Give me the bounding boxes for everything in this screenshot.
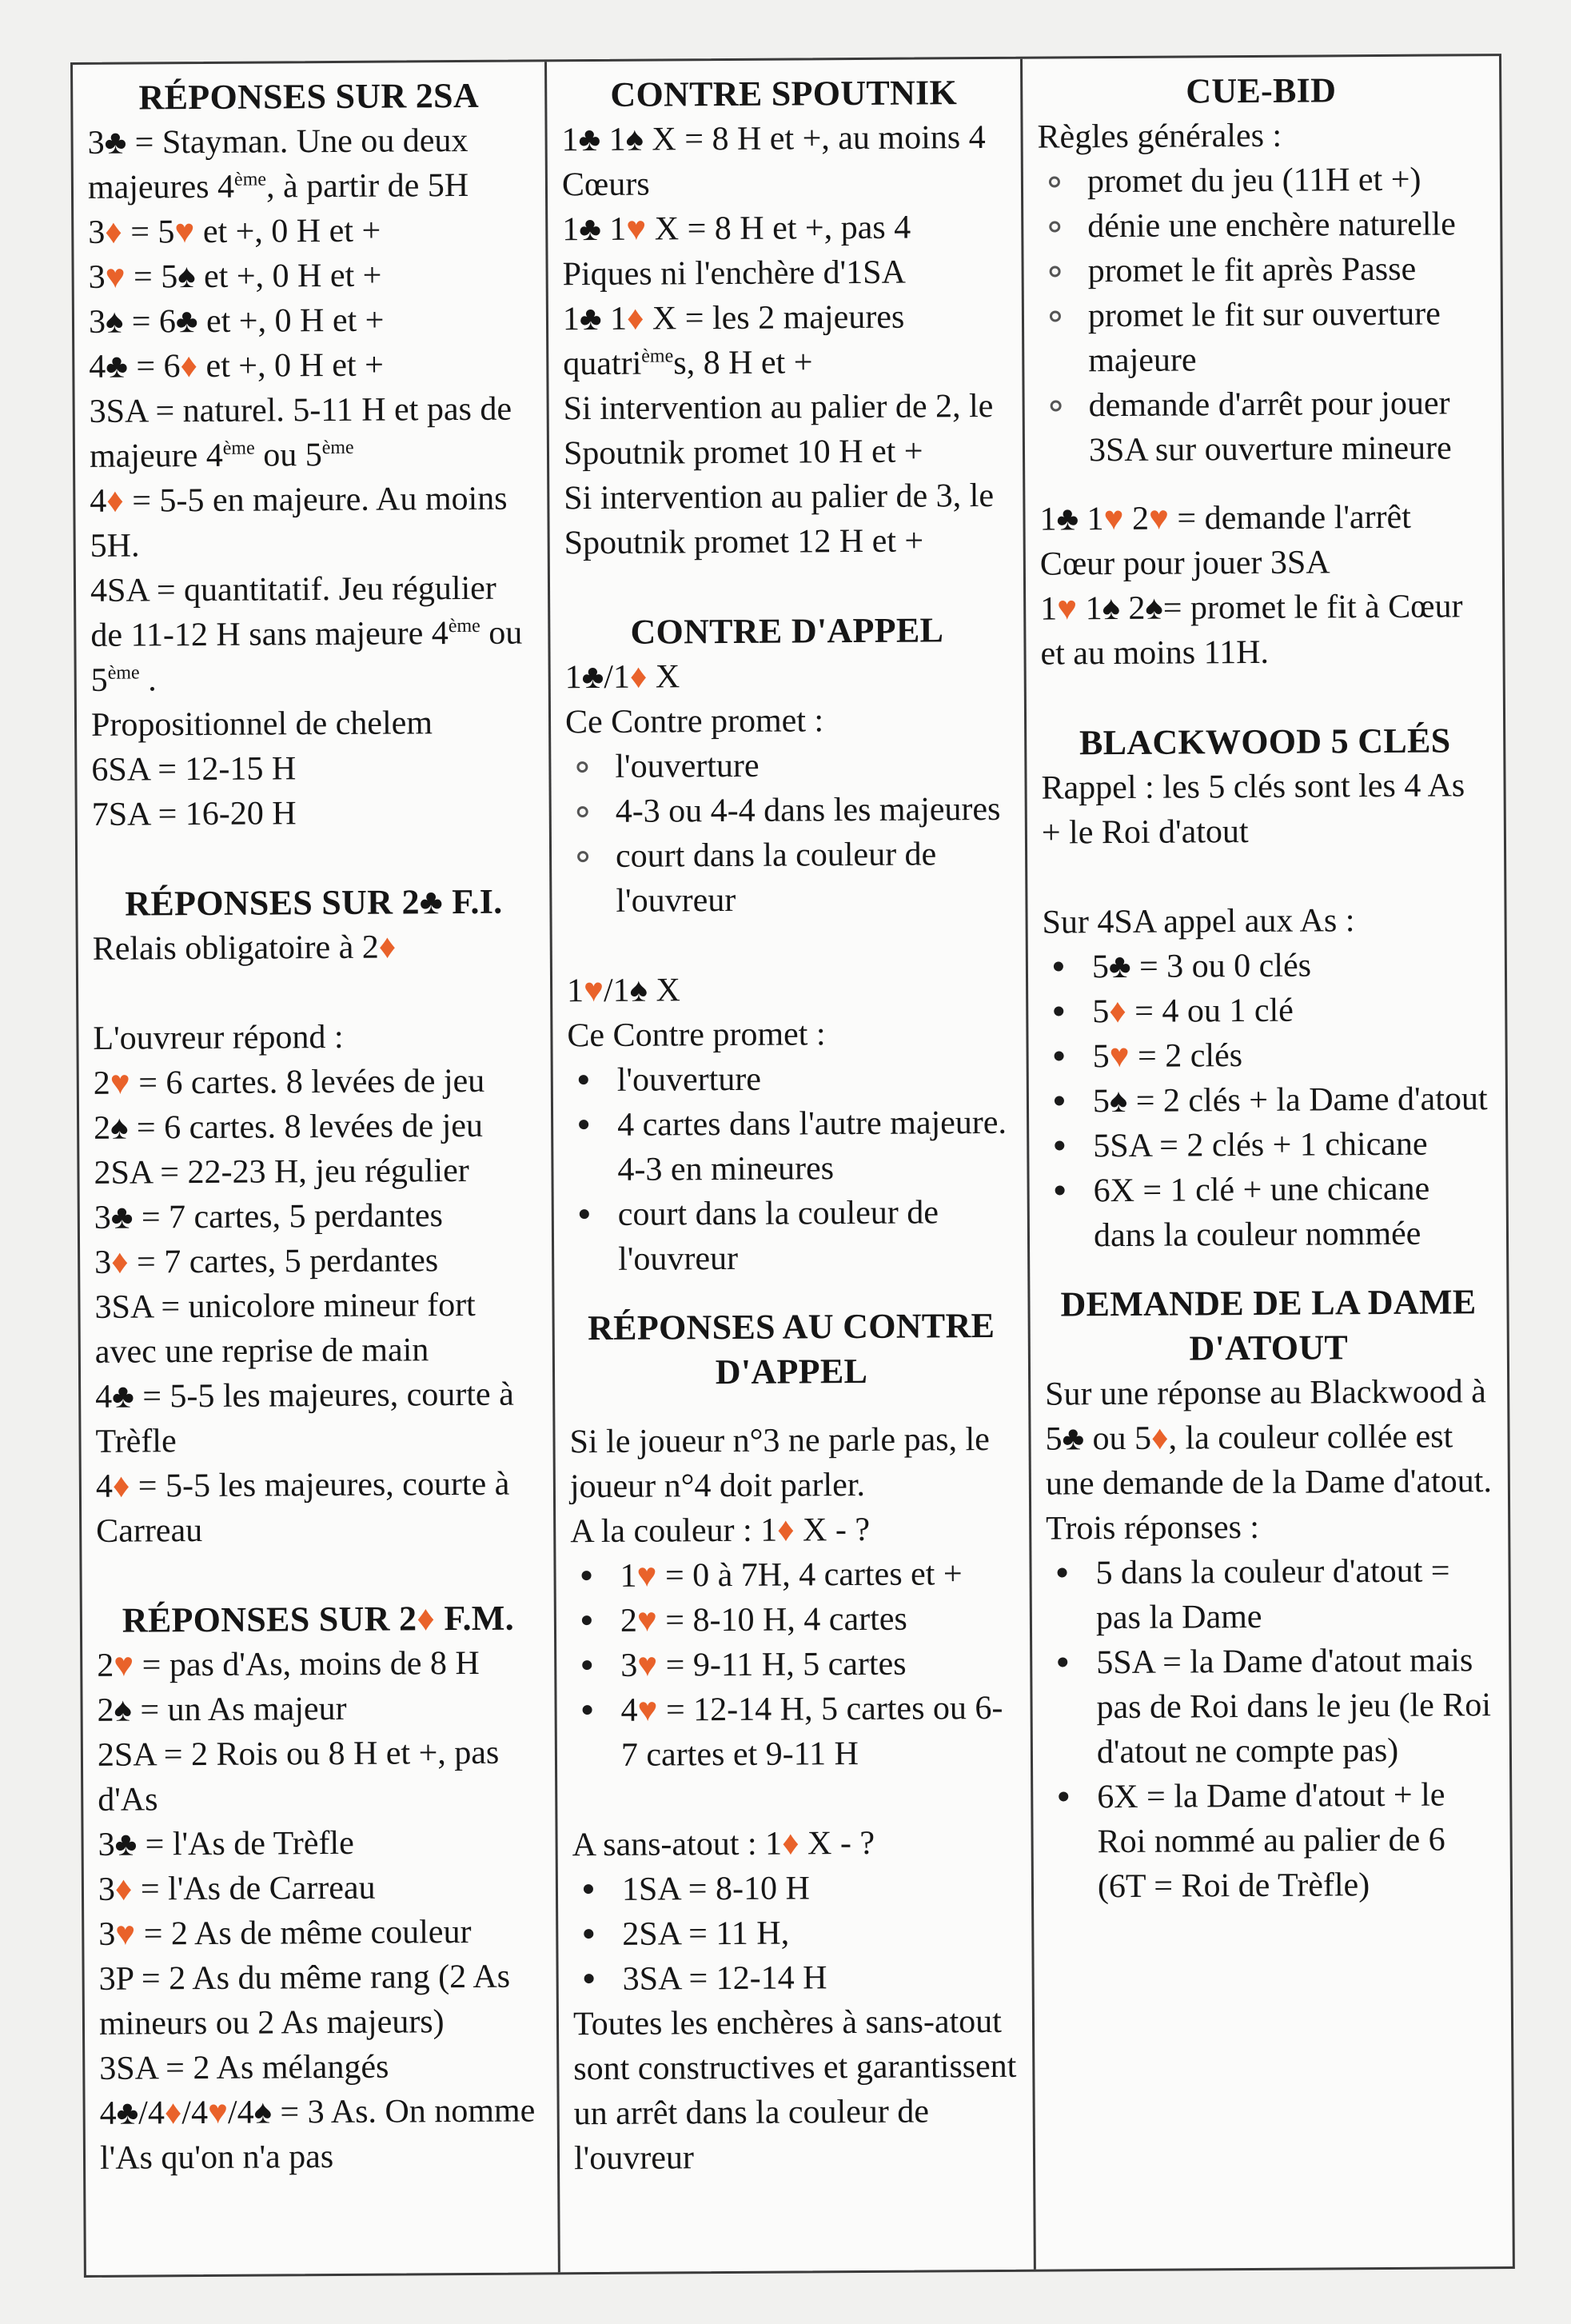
heart-icon: ♥	[637, 1691, 658, 1729]
heart-icon: ♥	[114, 1647, 134, 1684]
text-line: 2SA = 22-23 H, jeu régulier	[94, 1152, 469, 1192]
list-item: 5♥ = 2 clés	[1043, 1032, 1490, 1079]
list-item: l'ouverture	[565, 742, 1010, 789]
list	[568, 1056, 1014, 1282]
spade-icon: ♠	[114, 1691, 133, 1729]
heart-icon: ♥	[1057, 590, 1078, 628]
text-line: 4SA = quantitatif. Jeu régulier de 11-12 H sans majeure 4ème ou 5ème .	[90, 569, 523, 699]
diamond-icon: ♦	[781, 1825, 799, 1863]
club-icon: ♣	[579, 210, 601, 249]
text-line: Ce Contre promet :	[564, 702, 824, 741]
text-line: 6SA = 12-15 H	[91, 750, 297, 789]
diamond-icon: ♦	[629, 658, 648, 696]
list-item: 5SA = la Dame d'atout mais pas de Roi dans le jeu (le Roi d'atout ne compte pas)	[1047, 1638, 1495, 1775]
list-item: 3SA = 12-14 H	[572, 1955, 1017, 2002]
column-responses	[73, 62, 560, 2275]
text-line: 3SA = 2 As mélangés	[99, 2048, 389, 2087]
list-item: promet le fit après Passe	[1038, 246, 1485, 293]
text-line: A sans-atout : 1♦ X - ?	[572, 1824, 875, 1864]
text-line: 1♣ 1♥ 2♥ = demande l'arrêt Cœur pour jouer 3SA	[1039, 498, 1412, 583]
club-icon: ♣	[581, 658, 604, 697]
club-icon: ♣	[1062, 1420, 1085, 1458]
club-icon: ♣	[1056, 501, 1079, 538]
heart-icon: ♥	[207, 2094, 229, 2131]
heart-icon: ♥	[105, 258, 126, 296]
list	[1046, 1548, 1496, 1909]
list	[572, 1865, 1018, 2002]
text-line: L'ouvreur répond :	[93, 1018, 344, 1057]
diamond-icon: ♦	[1109, 992, 1126, 1031]
heart-icon: ♥	[637, 1647, 658, 1684]
list-item: 4♥ = 12-14 H, 5 cartes ou 6-7 cartes et 9-11 H	[571, 1686, 1016, 1778]
text-line: 2♥ = pas d'As, moins de 8 H	[97, 1644, 480, 1684]
text-line: Si intervention au palier de 3, le Spoutnik promet 12 H et +	[564, 477, 995, 562]
list-item: demande d'arrêt pour jouer 3SA sur ouverture mineure	[1039, 381, 1487, 473]
heading-reponses-2d: RÉPONSES SUR 2♦ F.M.	[122, 1598, 515, 1640]
text-line: 1♣ 1♦ X = les 2 majeures quatri$^{ème}$s, 8 H et +	[562, 298, 905, 383]
list-item: 5♦ = 4 ou 1 clé	[1043, 987, 1490, 1034]
text-line: 3♦ = 5♥ et +, 0 H et +	[88, 212, 381, 251]
diamond-icon: ♦	[1150, 1420, 1169, 1457]
list-item: 5 dans la couleur d'atout = pas la Dame	[1046, 1548, 1494, 1640]
list-item: 4 cartes dans l'autre majeure. 4-3 en mineures	[568, 1100, 1013, 1192]
text-line: 4♣ = 6♦ et +, 0 H et +	[89, 346, 384, 385]
heart-icon: ♥	[636, 1602, 657, 1639]
list-item: promet du jeu (11H et +)	[1038, 157, 1485, 204]
heading-blackwood: BLACKWOOD 5 CLÉS	[1079, 721, 1451, 763]
list	[570, 1551, 1016, 1778]
heading-cue-bid: CUE-BID	[1186, 70, 1337, 111]
club-icon: ♣	[579, 300, 602, 338]
heart-icon: ♥	[110, 1064, 130, 1102]
text-line: 4♦ = 5-5 en majeure. Au moins 5H.	[90, 480, 508, 565]
text-line: Rappel : les 5 clés sont les 4 As + le Roi d'atout	[1041, 767, 1465, 852]
text-line: 4♣ = 5-5 les majeures, courte à Trèfle	[95, 1376, 514, 1460]
club-icon: ♣	[110, 1199, 134, 1236]
text-line: Règles générales :	[1037, 117, 1282, 156]
diamond-icon: ♦	[777, 1511, 795, 1549]
text-line: 3SA = naturel. 5-11 H et pas de majeure 4ème ou 5ème	[89, 390, 512, 475]
diamond-icon: ♦	[114, 1871, 133, 1908]
diamond-icon: ♦	[106, 482, 124, 520]
list-item: 5♣ = 3 ou 0 clés	[1043, 942, 1490, 989]
spade-icon: ♠	[629, 972, 648, 1009]
list-item: 5SA = 2 clés + 1 chicane	[1043, 1121, 1491, 1168]
list-item: 2SA = 11 H,	[572, 1910, 1017, 1957]
heart-icon: ♥	[1148, 500, 1170, 537]
diamond-icon: ♦	[164, 2094, 182, 2132]
heading-reponses-2sa: RÉPONSES SUR 2SA	[138, 75, 480, 118]
text-line: 3♣ = Stayman. Une ou deux majeures 4ème, à partir de 5H	[87, 122, 469, 206]
text-line: Relais obligatoire à 2♦	[92, 928, 397, 968]
column-contres	[547, 59, 1036, 2273]
text-line: Si le joueur n°3 ne parle pas, le joueur n°4 doit parler.	[569, 1421, 990, 1506]
text-line: 4♦ = 5-5 les majeures, courte à Carreau	[95, 1465, 510, 1550]
list-item: 1♥ = 0 à 7H, 4 cartes et +	[570, 1551, 1015, 1599]
list-item: 3♥ = 9-11 H, 5 cartes	[571, 1641, 1015, 1688]
diamond-icon: ♦	[180, 348, 198, 385]
heading-reponses-2c: RÉPONSES SUR 2♣ F.I.	[125, 881, 503, 924]
text-line: Toutes les enchères à sans-atout sont constructives et garantissent un arrêt dans la couleur de l'ouvreur	[572, 2003, 1017, 2178]
club-icon: ♣	[106, 348, 129, 385]
club-icon: ♣	[112, 1378, 134, 1416]
heart-icon: ♥	[1103, 500, 1124, 538]
text-line: 3♠ = 6♣ et +, 0 H et +	[88, 301, 385, 341]
heart-icon: ♥	[583, 972, 604, 1010]
text-line: 3♦ = 7 cartes, 5 perdantes	[94, 1242, 439, 1281]
diamond-icon: ♦	[111, 1244, 129, 1281]
text-line: Sur une réponse au Blackwood à 5♣ ou 5♦, la couleur collée est une demande de la Dame d'atout.	[1045, 1373, 1493, 1503]
list	[1043, 942, 1492, 1258]
diamond-icon: ♦	[378, 928, 397, 966]
heading-contre-appel: CONTRE D'APPEL	[630, 610, 944, 652]
text-line: 3P = 2 As du même rang (2 As mineurs ou 2 As majeurs)	[98, 1958, 511, 2042]
list-item: 2♥ = 8-10 H, 4 cartes	[571, 1596, 1015, 1643]
bidding-cheat-sheet	[70, 54, 1515, 2278]
list-item: court dans la couleur de l'ouvreur	[566, 832, 1011, 924]
text-line: 3♥ = 5♠ et +, 0 H et +	[88, 257, 382, 296]
text-line: 3♣ = 7 cartes, 5 perdantes	[94, 1197, 444, 1236]
diamond-icon: ♦	[105, 214, 122, 251]
heading-reponses-contre-appel: RÉPONSES AU CONTRE D'APPEL	[587, 1305, 995, 1392]
text-line: 1♣/1♦ X	[564, 658, 680, 697]
spade-icon: ♠	[1102, 589, 1121, 628]
text-line: Si intervention au palier de 2, le Spoutnik promet 10 H et +	[563, 387, 994, 473]
text-line: Propositionnel de chelem	[90, 705, 433, 744]
text-line: 3SA = unicolore mineur fort avec une reprise de main	[94, 1286, 476, 1371]
text-line: 4♣/4♦/4♥/4♠ = 3 As. On nomme l'As qu'on n'a pas	[99, 2092, 536, 2177]
text-line: 2SA = 2 Rois ou 8 H et +, pas d'As	[97, 1734, 500, 1819]
text-line: 7SA = 16-20 H	[91, 795, 297, 833]
list-item: 6X = la Dame d'atout + le Roi nommé au palier de 6 (6T = Roi de Trèfle)	[1047, 1772, 1496, 1909]
spade-icon: ♠	[253, 2094, 273, 2131]
text-line: 1♥ 1♠ 2♠= promet le fit à Cœur et au moins 11H.	[1040, 588, 1463, 673]
spade-icon: ♠	[1145, 589, 1163, 627]
heart-icon: ♥	[1109, 1037, 1130, 1076]
heart-icon: ♥	[626, 210, 647, 248]
club-icon: ♣	[175, 303, 198, 341]
text-line: A la couleur : 1♦ X - ?	[570, 1511, 871, 1551]
spade-icon: ♠	[105, 303, 124, 341]
text-line: 3♥ = 2 As de même couleur	[98, 1913, 472, 1953]
list-item: dénie une enchère naturelle	[1038, 202, 1485, 249]
list	[1038, 157, 1487, 473]
spade-icon: ♠	[625, 121, 644, 158]
club-icon: ♣	[419, 882, 444, 922]
text-line: 3♣ = l'As de Trèfle	[98, 1824, 354, 1863]
text-line: 2♠ = 6 cartes. 8 levées de jeu	[94, 1107, 484, 1147]
text-line: Trois réponses :	[1046, 1508, 1260, 1547]
text-line: Sur 4SA appel aux As :	[1042, 902, 1355, 941]
spade-icon: ♠	[110, 1109, 129, 1147]
club-icon: ♣	[116, 2094, 139, 2132]
text-line: 2♥ = 6 cartes. 8 levées de jeu	[93, 1062, 485, 1102]
diamond-icon: ♦	[112, 1467, 130, 1505]
list-item: 5♠ = 2 clés + la Dame d'atout	[1043, 1076, 1491, 1124]
heart-icon: ♥	[174, 214, 195, 251]
text-line: 1♥/1♠ X	[566, 972, 681, 1010]
column-cuebid-blackwood	[1023, 56, 1513, 2270]
heading-demande-dame: DEMANDE DE LA DAME D'ATOUT	[1060, 1282, 1477, 1368]
list-item: promet le fit sur ouverture majeure	[1039, 291, 1487, 383]
diamond-icon: ♦	[626, 300, 644, 337]
text-line: 1♣ 1♠ X = 8 H et +, au moins 4 Cœurs	[561, 119, 986, 204]
text-line: 2♠ = un As majeur	[97, 1690, 347, 1729]
list-item: court dans la couleur de l'ouvreur	[568, 1190, 1014, 1282]
diamond-icon: ♦	[417, 1599, 436, 1639]
list-item: l'ouverture	[568, 1056, 1012, 1103]
list	[565, 742, 1011, 924]
text-line: 1♣ 1♥ X = 8 H et +, pas 4 Piques ni l'enchère d'1SA	[562, 209, 911, 293]
text-line: 3♦ = l'As de Carreau	[98, 1869, 376, 1908]
heart-icon: ♥	[636, 1557, 657, 1595]
text-line: Ce Contre promet :	[567, 1016, 826, 1055]
heart-icon: ♥	[115, 1915, 136, 1953]
club-icon: ♣	[104, 124, 127, 162]
spade-icon: ♠	[177, 258, 196, 296]
club-icon: ♣	[1108, 948, 1131, 986]
list-item: 4-3 ou 4-4 dans les majeures	[566, 787, 1011, 834]
club-icon: ♣	[578, 121, 601, 159]
list-item: 6X = 1 clé + une chicane dans la couleur nommée	[1043, 1166, 1492, 1258]
spade-icon: ♠	[1109, 1082, 1128, 1120]
heading-contre-spoutnik: CONTRE SPOUTNIK	[610, 73, 958, 114]
list-item: 1SA = 8-10 H	[572, 1865, 1017, 1912]
club-icon: ♣	[114, 1826, 138, 1863]
